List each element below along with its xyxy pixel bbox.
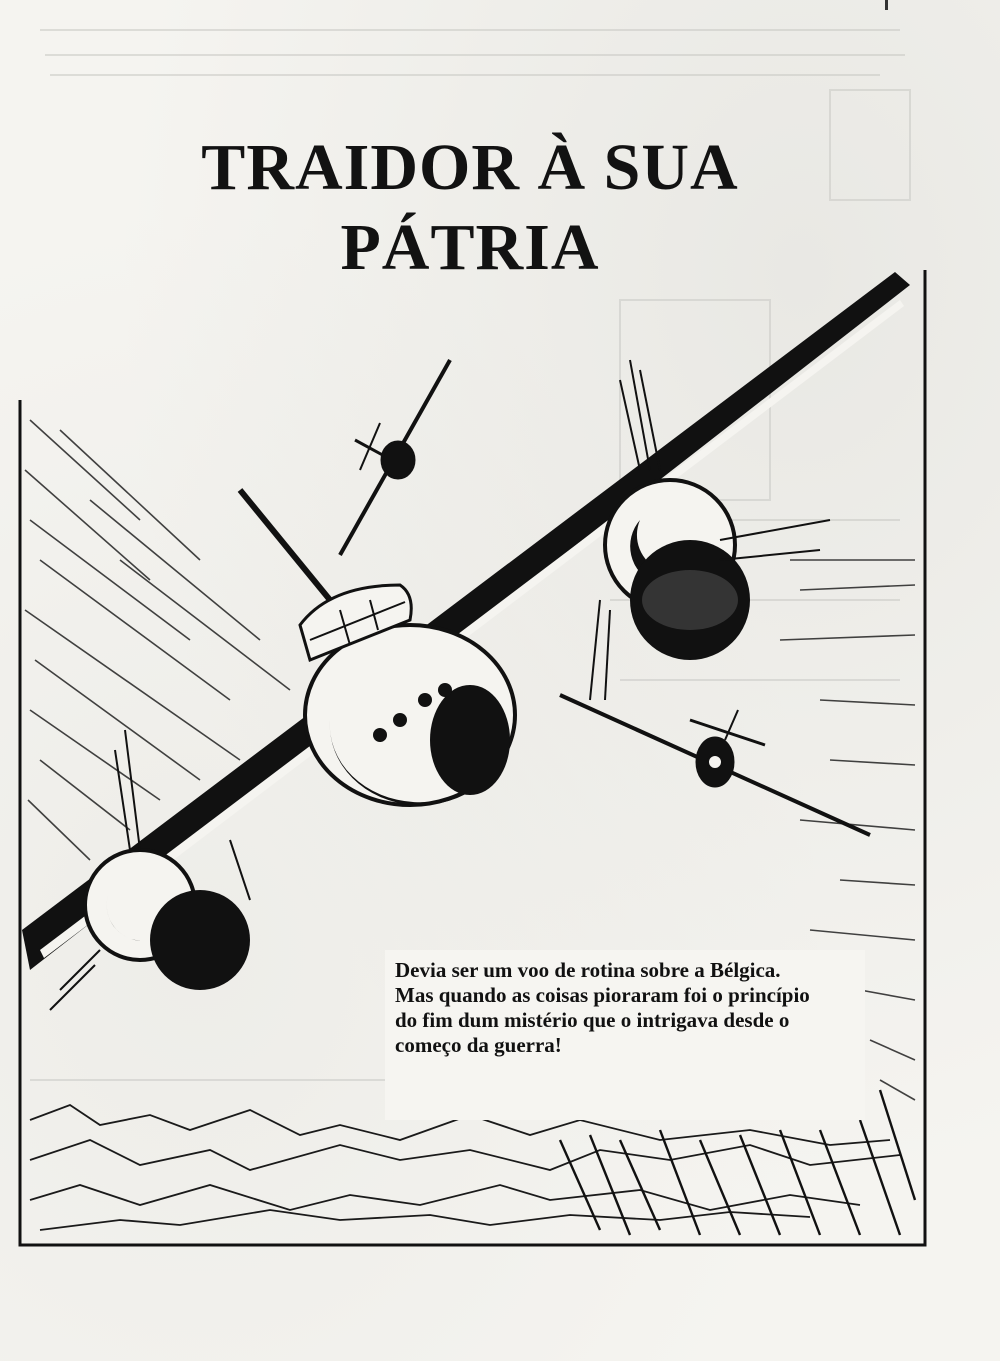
- caption-line-3: do fim dum mistério que o intrigava desde o: [395, 1008, 790, 1032]
- story-caption: [395, 958, 865, 1058]
- caption-line-1: Devia ser um voo de rotina sobre a Bélgica.: [395, 958, 781, 982]
- caption-line-4: começo da guerra!: [395, 1033, 562, 1057]
- bomber-plane: [22, 272, 910, 1010]
- fighter-plane-right: [560, 695, 870, 835]
- bomber-tail-fin: [240, 490, 330, 600]
- fighter-plane-top: [340, 360, 450, 555]
- story-title-line-2: PÁTRIA: [340, 211, 600, 284]
- caption-line-2: Mas quando as coisas pioraram foi o princípio: [395, 983, 810, 1007]
- story-title-line-1: TRAIDOR À SUA: [201, 131, 739, 204]
